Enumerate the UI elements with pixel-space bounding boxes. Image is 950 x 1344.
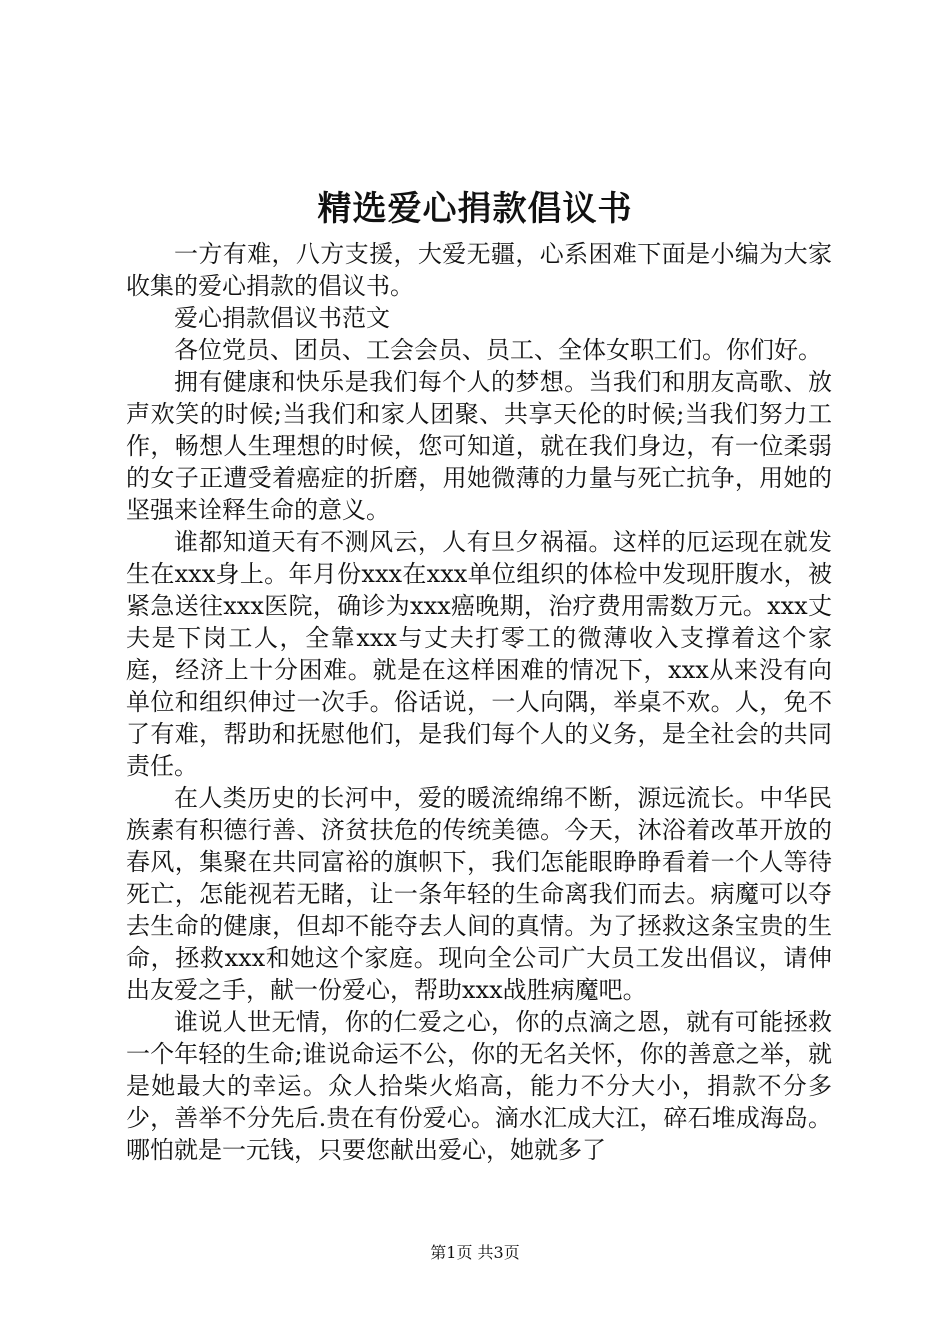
- paragraph-salutation: 各位党员、团员、工会会员、员工、全体女职工们。你们好。: [174, 336, 822, 364]
- page-footer: 第1页 共3页: [430, 1243, 520, 1262]
- document-title: 精选爱心捐款倡议书: [317, 189, 633, 229]
- document-body: [126, 238, 832, 1166]
- paragraph-subtitle: 爱心捐款倡议书范文: [174, 304, 390, 332]
- paragraph-body: 在人类历史的长河中，爱的暖流绵绵不断，源远流长。中华民族素有积德行善、济贫扶危的传统美德。今天，沐浴着改革开放的春风，集聚在共同富裕的旗帜下，我们怎能眼睁睁看着一个人等待死亡，怎能视若无睹，让一条年轻的生命离我们而去。病魔可以夺去生命的健康，但却不能夺去人间的真情。为了拯救这条宝贵的生命，拯救xxx和她这个家庭。现向全公司广大员工发出倡议，请伸出友爱之手，献一份爱心，帮助xxx战胜病魔吧。: [126, 784, 832, 1004]
- paragraph-intro: 一方有难，八方支援，大爱无疆，心系困难下面是小编为大家收集的爱心捐款的倡议书。: [126, 240, 832, 300]
- paragraph-body: 拥有健康和快乐是我们每个人的梦想。当我们和朋友高歌、放声欢笑的时候;当我们和家人团聚、共享天伦的时候;当我们努力工作，畅想人生理想的时候，您可知道，就在我们身边，有一位柔弱的女子正遭受着癌症的折磨，用她微薄的力量与死亡抗争，用她的坚强来诠释生命的意义。: [126, 368, 832, 524]
- paragraph-body: 谁说人世无情，你的仁爱之心，你的点滴之恩，就有可能拯救一个年轻的生命;谁说命运不公，你的无名关怀，你的善意之举，就是她最大的幸运。众人拾柴火焰高，能力不分大小，捐款不分多少，善举不分先后.贵在有份爱心。滴水汇成大江，碎石堆成海岛。哪怕就是一元钱，只要您献出爱心，她就多了: [126, 1008, 832, 1164]
- paragraph-body: 谁都知道天有不测风云，人有旦夕祸福。这样的厄运现在就发生在xxx身上。年月份xxx在xxx单位组织的体检中发现肝腹水，被紧急送往xxx医院，确诊为xxx癌晚期，治疗费用需数万元。xxx丈夫是下岗工人，全靠xxx与丈夫打零工的微薄收入支撑着这个家庭，经济上十分困难。就是在这样困难的情况下，xxx从来没有向单位和组织伸过一次手。俗话说，一人向隅，举桌不欢。人，免不了有难，帮助和抚慰他们，是我们每个人的义务，是全社会的共同责任。: [126, 528, 832, 780]
